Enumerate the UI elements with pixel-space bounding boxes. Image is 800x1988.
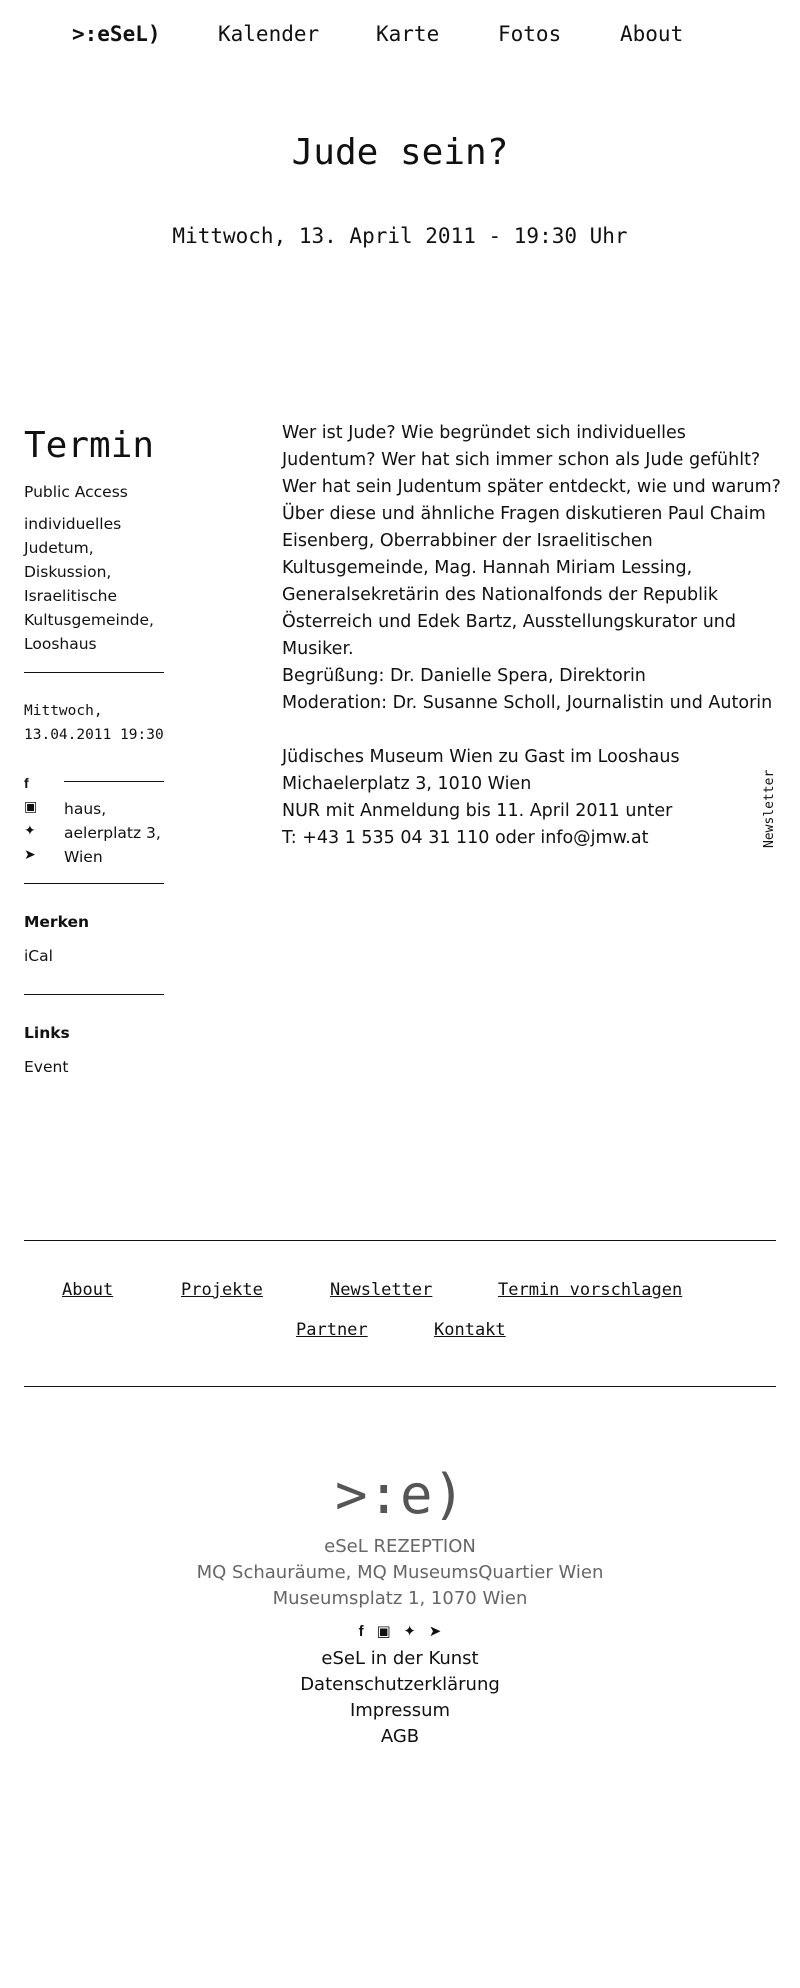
divider [24,883,164,884]
footer-divider [24,1240,776,1241]
share-icons [24,771,46,867]
footer-link-projekte[interactable]: Projekte [181,1280,263,1300]
location-line: Wien [64,848,103,866]
footer-link-impressum[interactable]: Impressum [349,1700,451,1721]
address-line: Museumsplatz 1, 1070 Wien [272,1588,528,1609]
nav-link-fotos[interactable]: Fotos [498,22,562,46]
merken-label: Merken [24,913,90,931]
footer-link-termin-vorschlagen[interactable]: Termin vorschlagen [498,1280,683,1300]
tag[interactable]: Looshaus [24,635,97,653]
tag[interactable]: Diskussion, [24,563,112,581]
event-tags [24,512,164,656]
instagram-icon[interactable]: ▣ [24,799,38,815]
event-link[interactable]: Event [24,1058,69,1076]
footer-divider [24,1386,776,1387]
newsletter-tab[interactable]: Newsletter [762,769,777,848]
instagram-icon[interactable]: ▣ [376,1622,391,1640]
ical-link[interactable]: iCal [24,947,53,965]
footer-link-partner[interactable]: Partner [296,1320,368,1340]
venue-text: Jüdisches Museum Wien zu Gast im Looshaus Michaelerplatz 3, 1010 Wien NUR mit Anmeldung bis 11. April 2011 unter T: +43 1 535 04 31 110 oder info@jmw.at [282,747,680,848]
nav-link-karte[interactable]: Karte [376,22,440,46]
links-label: Links [24,1024,70,1042]
facebook-icon[interactable]: f [24,775,29,791]
location-block [24,771,164,883]
event-category[interactable]: Public Access [24,483,128,501]
event-datetime [24,673,164,771]
location-line: aelerplatz 3, [64,824,161,842]
description-text: Wer ist Jude? Wie begründet sich individuelles Judentum? Wer hat sich immer schon als Jude gefühlt? Wer hat sein Judentum später entdeckt, wie und warum? Über diese und ähnliche Fragen diskutieren Paul Chaim Eisenberg, Oberrabbiner der Israelitischen Kultusgemeinde, Mag. Hannah Miriam Lessing, Generalsekretärin des Nationalfonds der Republik Österreich und Edek Bartz, Ausstellungskurator und Musiker. Begrüßung: Dr. Danielle Spera, Direktorin Moderation: Dr. Susanne Scholl, Journalistin und Autorin [282,423,781,713]
divider [24,994,164,995]
footer-link-datenschutz[interactable]: Datenschutzerklärung [300,1674,500,1695]
telegram-icon[interactable]: ➤ [428,1622,442,1640]
nav-link-kalender[interactable]: Kalender [218,22,320,46]
facebook-icon[interactable]: f [358,1623,364,1640]
tag[interactable]: Judetum, [24,539,94,557]
footer-link-kontakt[interactable]: Kontakt [434,1320,506,1340]
twitter-icon[interactable]: ✦ [24,823,36,839]
footer-link-esel-kunst[interactable]: eSeL in der Kunst [321,1648,479,1669]
divider [64,781,164,782]
event-sidebar [24,420,164,1105]
footer-link-about[interactable]: About [62,1280,114,1300]
footer-address [0,1534,800,1612]
sidebar-title: Termin [24,425,155,466]
site-logo[interactable]: >:eSeL) [72,22,161,46]
tag[interactable]: Israelitische [24,587,118,605]
datetime-line: Mittwoch, [24,703,103,719]
top-navigation [0,22,800,54]
page-title: Jude sein? [291,132,509,173]
telegram-icon[interactable]: ➤ [24,847,36,863]
location-line: haus, [64,800,107,818]
footer-social-icons [0,1622,800,1640]
tag[interactable]: Kultusgemeinde, [24,611,154,629]
nav-link-about[interactable]: About [620,22,684,46]
event-date: Mittwoch, 13. April 2011 - 19:30 Uhr [172,224,628,248]
site-footer [0,1460,800,1750]
event-description [282,420,782,852]
event-location [64,797,164,869]
tag[interactable]: individuelles [24,515,122,533]
twitter-icon[interactable]: ✦ [403,1622,416,1640]
datetime-line: 13.04.2011 19:30 [24,727,164,743]
address-line: eSeL REZEPTION [324,1536,476,1557]
footer-link-newsletter[interactable]: Newsletter [330,1280,433,1300]
footer-logo[interactable]: >:e) [334,1463,466,1526]
footer-link-agb[interactable]: AGB [380,1726,420,1747]
address-line: MQ Schauräume, MQ MuseumsQuartier Wien [196,1562,604,1583]
footer-links [0,1646,800,1750]
